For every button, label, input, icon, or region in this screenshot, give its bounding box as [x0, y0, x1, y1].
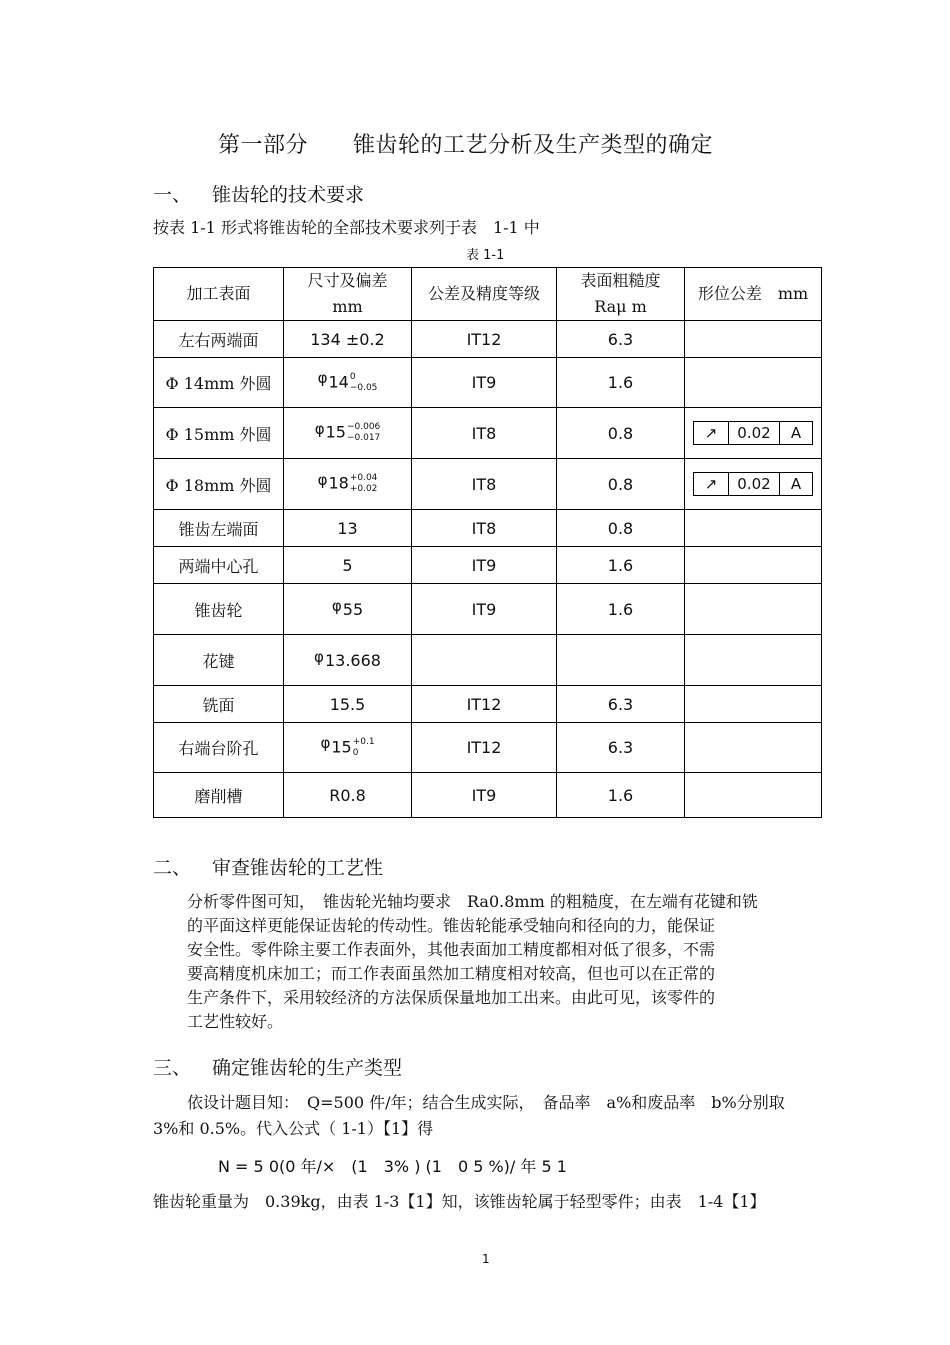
cell-gdt [685, 358, 822, 408]
cell-surface: 锥齿左端面 [154, 510, 284, 547]
paragraph-line: 工艺性较好。 [187, 1012, 284, 1031]
diameter-symbol: φ [317, 369, 328, 387]
cell-surface: 锥齿轮 [154, 584, 284, 635]
cell-roughness [557, 635, 685, 686]
upper-deviation: +0.04 [349, 473, 378, 483]
cell-surface: Φ 15mm 外圆 [154, 408, 284, 459]
section-2-number: 二、 [153, 857, 192, 879]
cell-dimension [284, 635, 412, 686]
cell-grade: IT8 [412, 408, 557, 459]
lower-deviation: +0.02 [349, 484, 378, 494]
cell-surface: Φ 14mm 外圆 [154, 358, 284, 408]
cell-roughness: 1.6 [557, 773, 685, 818]
gdt-datum: A [790, 424, 802, 442]
cell-roughness: 0.8 [557, 510, 685, 547]
section-3-line-3: 锥齿轮重量为 0.39kg，由表 1-3【1】知，该锥齿轮属于轻型零件；由表 1-4【1】 [153, 1192, 766, 1211]
cell-gdt [685, 547, 822, 584]
cell-roughness: 1.6 [557, 584, 685, 635]
cell-dimension [284, 686, 412, 723]
header-grade: 公差及精度等级 [412, 268, 557, 321]
tolerance [350, 473, 378, 495]
gdt-value: 0.02 [729, 422, 780, 444]
cell-grade [412, 635, 557, 686]
cell-grade: IT12 [412, 686, 557, 723]
dimension-value: 13.668 [324, 650, 381, 670]
cell-roughness: 1.6 [557, 358, 685, 408]
table-row [154, 510, 822, 547]
section-1-heading: 锥齿轮的技术要求 [212, 184, 365, 206]
section-3-line-2: 3%和 0.5%。代入公式（ 1-1）【1】得 [153, 1119, 434, 1138]
table-header-row [154, 268, 822, 321]
upper-deviation: +0.1 [352, 736, 375, 747]
cell-surface: 两端中心孔 [154, 547, 284, 584]
header-roughness: 表面粗糙度 Raμ m [557, 268, 685, 321]
feature-control-frame [693, 421, 813, 445]
section-1-number: 一、 [153, 184, 192, 206]
cell-dimension [284, 773, 412, 818]
section-3-line-1: 依设计题目知： Q=500 件/年；结合生成实际， 备品率 a%和废品率 b%分别取 [187, 1093, 785, 1112]
dimension-value: 134 ±0.2 [310, 329, 385, 349]
diameter-symbol: φ [320, 734, 331, 752]
runout-icon: ↗ [694, 473, 729, 495]
spec-table [153, 267, 822, 818]
paragraph-line: 要高精度机床加工；而工作表面虽然加工精度相对较高，但也可以在正常的 [187, 964, 716, 983]
section-3-number: 三、 [153, 1057, 192, 1079]
paragraph-line: 生产条件下，采用较经济的方法保质保量地加工出来。由此可见，该零件的 [187, 988, 716, 1007]
upper-deviation: −0.006 [346, 422, 381, 432]
cell-dimension [284, 459, 412, 510]
cell-roughness: 6.3 [557, 723, 685, 773]
cell-gdt [685, 686, 822, 723]
dimension-value: 15 [325, 422, 346, 442]
header-surface: 加工表面 [154, 268, 284, 321]
runout-icon: ↗ [694, 422, 729, 444]
cell-grade: IT12 [412, 321, 557, 358]
dimension-value: 15 [331, 737, 352, 756]
cell-surface: 磨削槽 [154, 773, 284, 818]
section-2-heading: 审查锥齿轮的工艺性 [212, 857, 384, 879]
table-row [154, 459, 822, 510]
cell-grade: IT9 [412, 773, 557, 818]
cell-gdt [685, 635, 822, 686]
cell-dimension [284, 584, 412, 635]
cell-grade: IT8 [412, 459, 557, 510]
cell-roughness: 6.3 [557, 321, 685, 358]
cell-gdt [685, 723, 822, 773]
cell-dimension [284, 321, 412, 358]
cell-grade: IT12 [412, 723, 557, 773]
cell-surface: 右端台阶孔 [154, 723, 284, 773]
lower-deviation: 0 [352, 747, 359, 758]
upper-deviation: 0 [349, 371, 356, 382]
dimension-value: 5 [342, 555, 353, 575]
cell-surface: 左右两端面 [154, 321, 284, 358]
table-row [154, 547, 822, 584]
intro-text: 按表 1-1 形式将锥齿轮的全部技术要求列于表 1-1 中 [153, 218, 540, 237]
cell-dimension [284, 723, 412, 773]
paragraph-line: 分析零件图可知， 锥齿轮光轴均要求 Ra0.8mm 的粗糙度，在左端有花键和铣 [187, 892, 758, 911]
cell-gdt [685, 321, 822, 358]
tolerance [350, 372, 378, 394]
cell-surface: Φ 18mm 外圆 [154, 459, 284, 510]
cell-gdt [685, 510, 822, 547]
dimension-value: 15.5 [329, 694, 366, 714]
gdt-value: 0.02 [729, 473, 780, 495]
table-row [154, 686, 822, 723]
dimension-value: 18 [328, 473, 349, 493]
header-dimension: 尺寸及偏差 mm [284, 268, 412, 321]
paragraph-line: 的平面这样更能保证齿轮的传动性。锥齿轮能承受轴向和径向的力，能保证 [187, 916, 716, 935]
diameter-symbol: φ [314, 647, 324, 666]
table-caption: 表 1-1 [466, 248, 505, 263]
cell-grade: IT9 [412, 584, 557, 635]
page-number: 1 [482, 1252, 490, 1266]
section-2-paragraph [187, 890, 758, 1034]
cell-gdt [685, 408, 822, 459]
dimension-value: 14 [328, 372, 349, 391]
cell-roughness: 6.3 [557, 686, 685, 723]
cell-gdt [685, 584, 822, 635]
section-3-heading: 确定锥齿轮的生产类型 [212, 1057, 403, 1079]
cell-dimension [284, 358, 412, 408]
cell-dimension [284, 510, 412, 547]
cell-grade: IT8 [412, 510, 557, 547]
table-row [154, 584, 822, 635]
table-row [154, 358, 822, 408]
table-row [154, 773, 822, 818]
dimension-value: 55 [342, 599, 364, 619]
cell-grade: IT9 [412, 547, 557, 584]
cell-surface: 花键 [154, 635, 284, 686]
formula: N = 5 0(0 年/× (1 3% ) (1 0 5 %)/ 年 5 1 [218, 1157, 567, 1176]
cell-dimension [284, 408, 412, 459]
cell-gdt [685, 459, 822, 510]
gdt-datum: A [790, 475, 802, 493]
lower-deviation: −0.017 [346, 433, 381, 443]
tolerance [347, 422, 380, 444]
table-row [154, 321, 822, 358]
paragraph-line: 安全性。零件除主要工作表面外，其他表面加工精度都相对低了很多，不需 [187, 940, 716, 959]
cell-roughness: 0.8 [557, 459, 685, 510]
page-title: 第一部分 锥齿轮的工艺分析及生产类型的确定 [218, 133, 714, 158]
diameter-symbol: φ [331, 596, 342, 615]
table-row [154, 723, 822, 773]
diameter-symbol: φ [314, 419, 325, 438]
cell-roughness: 0.8 [557, 408, 685, 459]
feature-control-frame [693, 472, 813, 496]
header-gdt: 形位公差 mm [685, 268, 822, 321]
cell-gdt [685, 773, 822, 818]
diameter-symbol: φ [317, 470, 328, 489]
cell-surface: 铣面 [154, 686, 284, 723]
tolerance [353, 737, 375, 759]
cell-roughness: 1.6 [557, 547, 685, 584]
lower-deviation: −0.05 [349, 382, 378, 393]
table-row [154, 408, 822, 459]
table-row [154, 635, 822, 686]
cell-grade: IT9 [412, 358, 557, 408]
cell-dimension [284, 547, 412, 584]
dimension-value: R0.8 [329, 785, 366, 805]
dimension-value: 13 [337, 518, 358, 538]
